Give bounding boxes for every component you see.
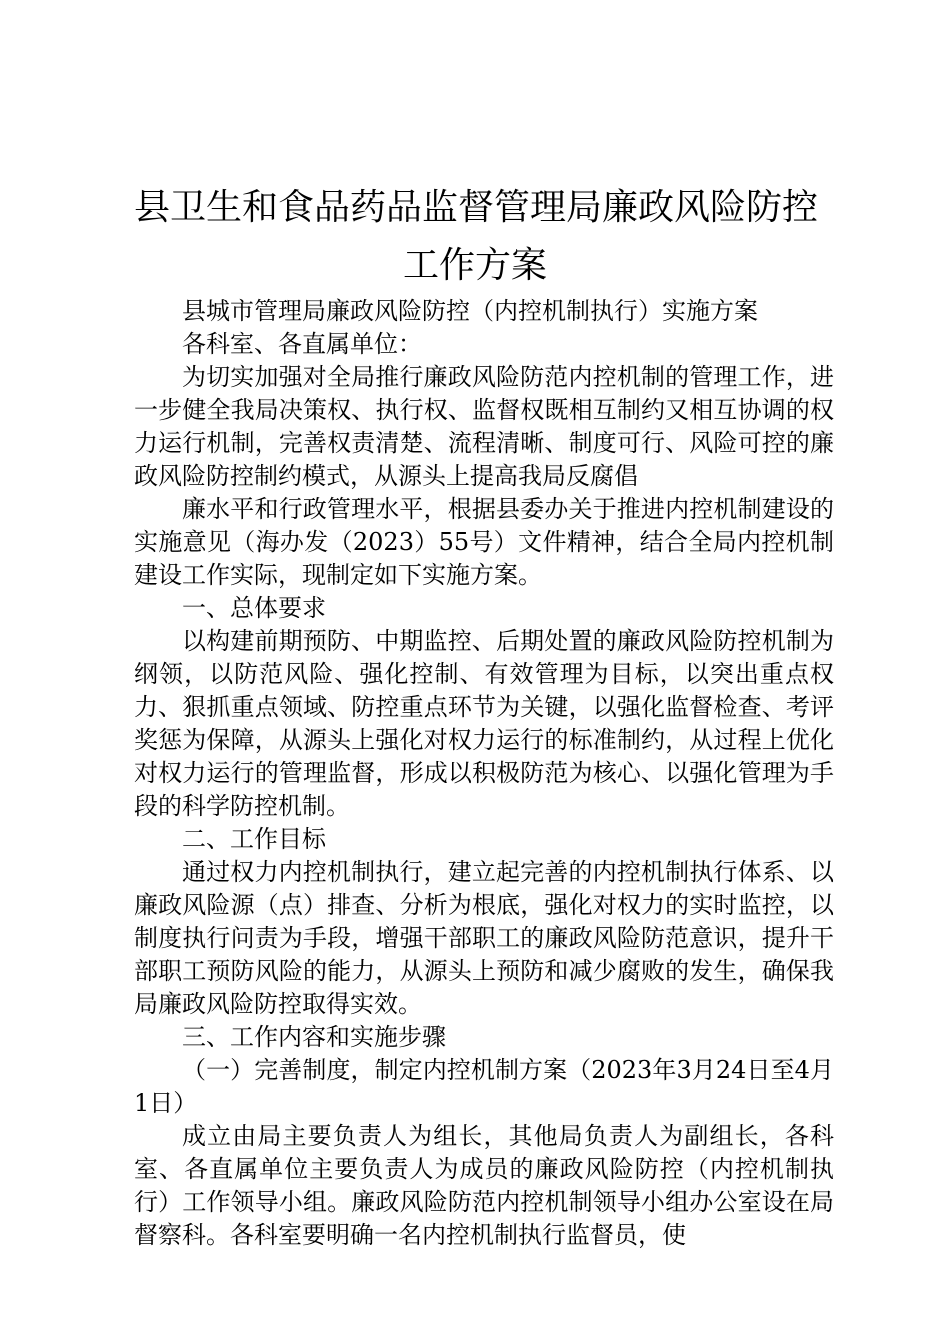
document-body [134, 295, 834, 1252]
section-heading: 一、总体要求 [182, 594, 326, 622]
document-title-line-1: 县卫生和食品药品监督管理局廉政风险防控 [134, 187, 819, 228]
subsection-heading: （一）完善制度，制定内控机制方案（2023年3月24日至4月1日） [134, 1056, 834, 1117]
body-paragraph: 成立由局主要负责人为组长，其他局负责人为副组长，各科室、各直属单位主要负责人为成员的廉政风险防控（内控机制执行）工作领导小组。廉政风险防范内控机制领导小组办公室设在局督察科。各科室要明确一名内控机制执行监督员，使 [134, 1122, 834, 1249]
body-paragraph: 廉水平和行政管理水平，根据县委办关于推进内控机制建设的实施意见（海办发（2023）55号）文件精神，结合全局内控机制建设工作实际，现制定如下实施方案。 [134, 495, 834, 589]
body-paragraph: 通过权力内控机制执行，建立起完善的内控机制执行体系、以廉政风险源（点）排查、分析为根底，强化对权力的实时监控，以制度执行问责为手段，增强干部职工的廉政风险防范意识，提升干部职工预防风险的能力，从源头上预防和减少腐败的发生，确保我局廉政风险防控取得实效。 [134, 858, 834, 1018]
plan-subtitle: 县城市管理局廉政风险防控（内控机制执行）实施方案 [182, 297, 758, 325]
section-heading: 三、工作内容和实施步骤 [182, 1023, 446, 1051]
body-paragraph: 以构建前期预防、中期监控、后期处置的廉政风险防控机制为纲领，以防范风险、强化控制、有效管理为目标，以突出重点权力、狠抓重点领域、防控重点环节为关键，以强化监督检查、考评奖惩为保障，从源头上强化对权力运行的标准制约，从过程上优化对权力运行的管理监督，形成以积极防范为核心、以强化管理为手段的科学防控机制。 [134, 627, 834, 820]
section-heading: 二、工作目标 [182, 825, 326, 853]
document-title-line-2: 工作方案 [402, 245, 547, 286]
body-paragraph: 为切实加强对全局推行廉政风险防范内控机制的管理工作，进一步健全我局决策权、执行权、监督权既相互制约又相互协调的权力运行机制，完善权责清楚、流程清晰、制度可行、风险可控的廉政风险防控制约模式，从源头上提高我局反腐倡 [134, 363, 834, 490]
salutation: 各科室、各直属单位： [182, 330, 422, 358]
